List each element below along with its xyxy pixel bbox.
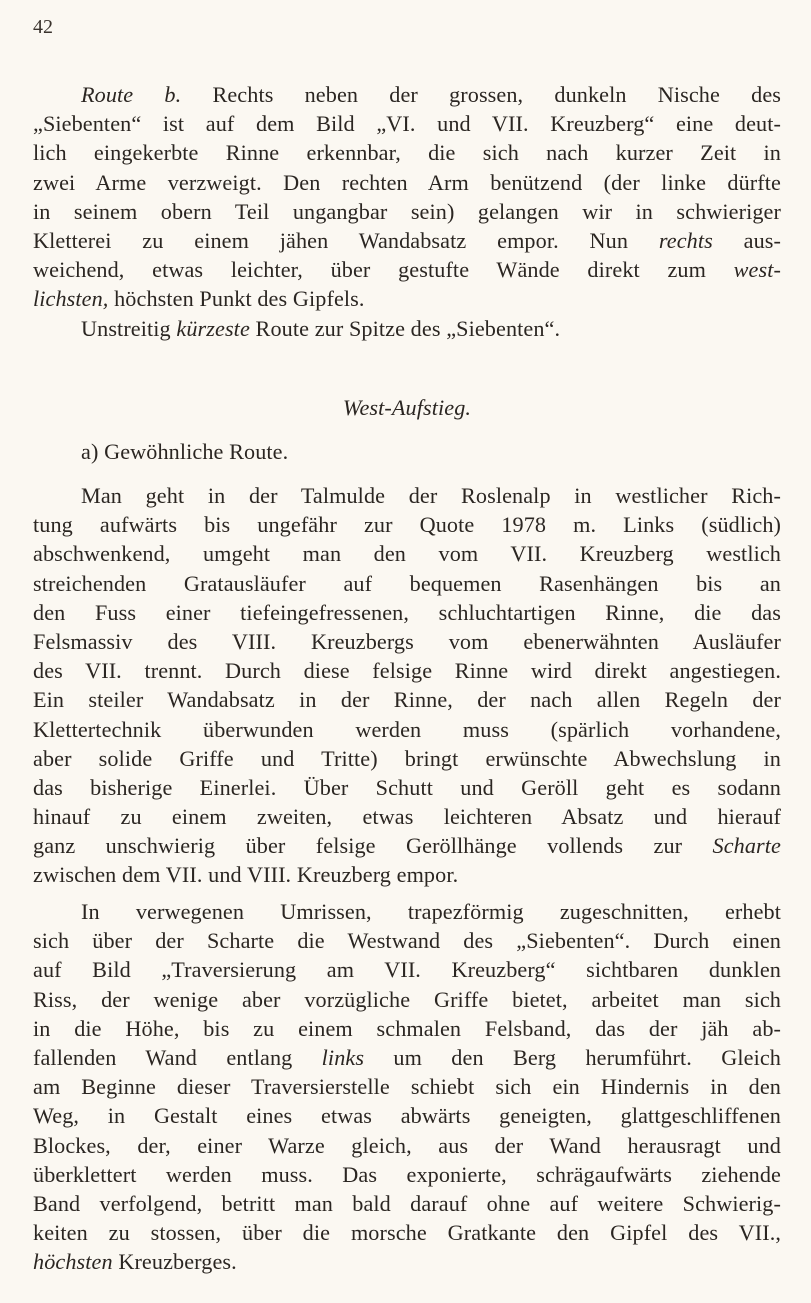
text-line: Unstreitig kürzeste Route zur Spitze des „Siebenten“. bbox=[81, 315, 561, 341]
text-line: keiten zu stossen, über die morsche Gratkante den Gipfel des VII., bbox=[33, 1220, 781, 1246]
section-heading-block bbox=[33, 393, 781, 422]
text-line: Kletterei zu einem jähen Wandabsatz empor. Nun rechts aus- bbox=[33, 227, 782, 253]
text-line: Man geht in der Talmulde der Roslenalp in westlicher Rich- bbox=[81, 483, 781, 508]
text-line: zwei Arme verzweigt. Den rechten Arm benützend (der linke dürfte bbox=[33, 169, 781, 195]
text-line: Blockes, der, einer Warze gleich, aus der Wand herausragt und bbox=[33, 1132, 781, 1158]
text-line: ganz unschwierig über felsige Geröllhänge vollends zur Scharte bbox=[33, 833, 781, 859]
section-heading: West-Aufstieg. bbox=[342, 395, 472, 420]
text-line: lich eingekerbte Rinne erkennbar, die sich nach kurzer Zeit in bbox=[33, 140, 781, 166]
text-line: Klettertechnik überwunden werden muss (spärlich vorhandene, bbox=[33, 716, 781, 742]
text-line: Riss, der wenige aber vorzügliche Griffe bietet, arbeitet man sich bbox=[33, 986, 781, 1012]
text-line: sich über der Scharte die Westwand des „Siebenten“. Durch einen bbox=[33, 928, 781, 954]
paragraph-west-wall bbox=[33, 897, 781, 1276]
text-line: den Fuss einer tiefeingefressenen, schluchtartigen Rinne, die das bbox=[33, 599, 781, 625]
text-line: Felsmassiv des VIII. Kreuzbergs vom ebenerwähnten Ausläufer bbox=[33, 628, 781, 654]
text-line: überklettert werden muss. Das exponierte, schrägaufwärts ziehende bbox=[33, 1161, 781, 1187]
text-line: des VII. trennt. Durch diese felsige Rinne wird direkt angestiegen. bbox=[33, 658, 781, 684]
text-line: streichenden Gratausläufer auf bequemen Rasenhängen bis an bbox=[33, 570, 781, 596]
text-line: aber solide Griffe und Tritte) bringt erwünschte Abwechslung in bbox=[33, 745, 781, 771]
text-line: in seinem obern Teil ungangbar sein) gelangen wir in schwieriger bbox=[33, 198, 781, 224]
text-line: fallenden Wand entlang links um den Berg herumführt. Gleich bbox=[33, 1044, 781, 1070]
text-line: auf Bild „Traversierung am VII. Kreuzberg“ sichtbaren dunklen bbox=[33, 957, 781, 983]
text-line: in die Höhe, bis zu einem schmalen Felsband, das der jäh ab- bbox=[33, 1015, 781, 1041]
text-line: weichend, etwas leichter, über gestufte Wände direkt zum west- bbox=[33, 257, 781, 283]
text-line: „Siebenten“ ist auf dem Bild „VI. und VII. Kreuzberg“ eine deut- bbox=[33, 111, 781, 137]
text-line: abschwenkend, umgeht man den vom VII. Kreuzberg westlich bbox=[33, 541, 781, 567]
text-line: Weg, in Gestalt eines etwas abwärts geneigten, glattgeschliffenen bbox=[33, 1103, 781, 1129]
text-line: hinauf zu einem zweiten, etwas leichteren Absatz und hierauf bbox=[33, 804, 781, 830]
paragraph-ascent-route bbox=[33, 481, 781, 890]
text-line: am Beginne dieser Traversierstelle schiebt sich ein Hindernis in den bbox=[33, 1074, 781, 1100]
text-line: Ein steiler Wandabsatz in der Rinne, der nach allen Regeln der bbox=[33, 687, 781, 713]
text-line: Band verfolgend, betritt man bald darauf ohne auf weitere Schwierig- bbox=[33, 1190, 781, 1216]
text-line: lichsten, höchsten Punkt des Gipfels. bbox=[33, 286, 365, 312]
subsection-label-block bbox=[33, 437, 781, 466]
text-line: das bisherige Einerlei. Über Schutt und Geröll geht es sodann bbox=[33, 774, 781, 800]
text-line: höchsten Kreuzberges. bbox=[33, 1249, 237, 1275]
text-line: zwischen dem VII. und VIII. Kreuzberg empor. bbox=[33, 862, 459, 888]
route-b-paragraph bbox=[33, 80, 781, 343]
page-number: 42 bbox=[33, 16, 53, 38]
text-line: Route b. Rechts neben der grossen, dunkeln Nische des bbox=[81, 82, 781, 107]
text-line: tung aufwärts bis ungefähr zur Quote 1978 m. Links (südlich) bbox=[33, 512, 781, 538]
subsection-label: a) Gewöhnliche Route. bbox=[81, 439, 289, 464]
text-line: In verwegenen Umrissen, trapezförmig zugeschnitten, erhebt bbox=[81, 899, 781, 924]
